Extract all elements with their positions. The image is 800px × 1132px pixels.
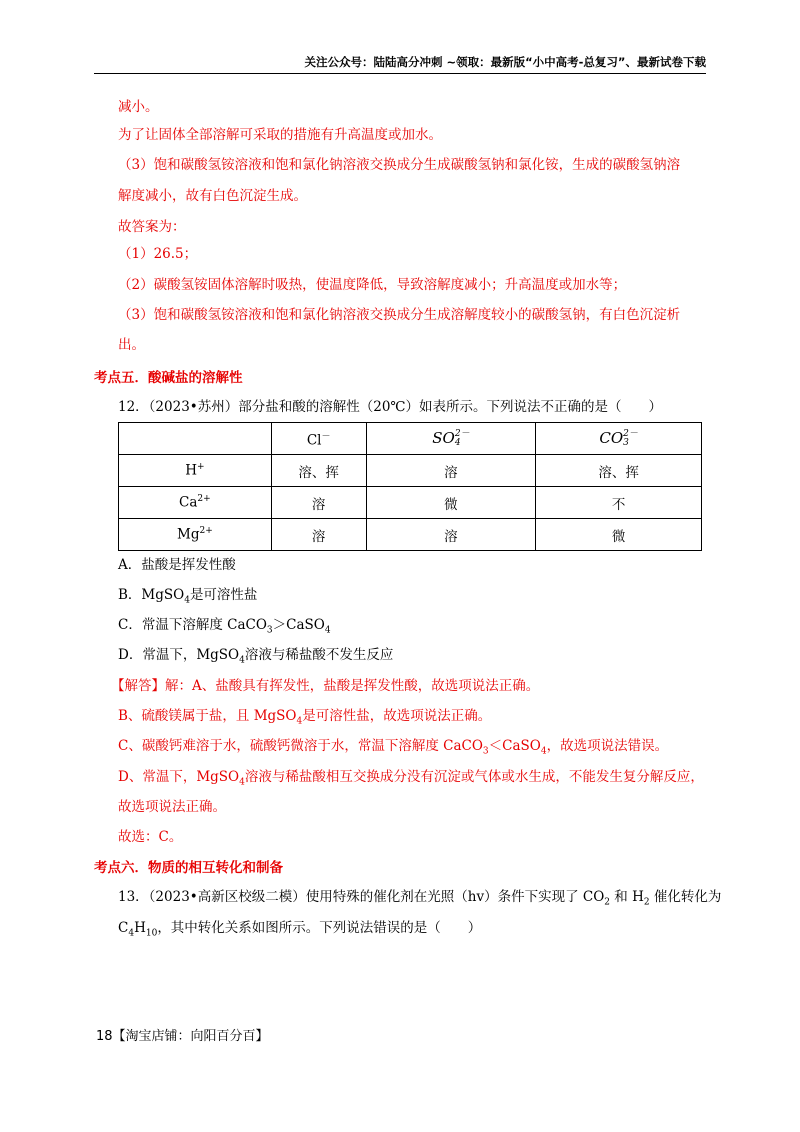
option-d-text: 溶液与稀盐酸不发生反应 <box>244 647 394 663</box>
subscript: 4 <box>540 746 547 757</box>
solution-line: 故答案为： <box>118 219 186 235</box>
ion-base: Ca <box>179 494 198 511</box>
ion-charge: 2－ <box>623 429 638 439</box>
solution-line: 为了让固体全部溶解可采取的措施有升高温度或加水。 <box>118 127 442 143</box>
table-cell: 溶、挥 <box>271 455 366 487</box>
table-row <box>119 455 702 487</box>
table-cell: 溶 <box>271 487 366 519</box>
ion-base: SO <box>432 429 455 447</box>
row-ion-cell <box>119 455 272 487</box>
ion-charge: + <box>196 462 205 473</box>
question-text: C <box>118 920 129 936</box>
ion-base: H <box>185 462 197 479</box>
ion-subscript: 3 <box>623 438 629 448</box>
answer-text: B、硫酸镁属于盐，且 MgSO <box>118 708 297 724</box>
table-cell: 微 <box>366 487 536 519</box>
table-header-row <box>119 423 702 455</box>
subscript: 4 <box>184 595 190 606</box>
ion-charge: － <box>321 431 331 442</box>
table-cell: 微 <box>536 519 702 551</box>
option-a: A．盐酸是挥发性酸 <box>118 557 236 573</box>
option-c-text: C．常温下溶解度 CaCO <box>118 617 267 633</box>
table-row <box>119 519 702 551</box>
question-text: H <box>134 920 146 936</box>
subscript: 4 <box>296 716 303 727</box>
answer-text: C、碳酸钙难溶于水，硫酸钙微溶于水，常温下溶解度 CaCO <box>118 738 483 754</box>
answer-line: 【解答】解：A、盐酸具有挥发性，盐酸是挥发性酸，故选项说法正确。 <box>111 678 540 694</box>
option-c <box>118 615 331 641</box>
section-heading: 考点六．物质的相互转化和制备 <box>94 860 283 876</box>
table-cell: 溶 <box>366 519 536 551</box>
question-text: 13．（2023•高新区校级二模）使用特殊的催化剂在光照（hv）条件下实现了 CO <box>118 889 605 905</box>
subscript: 10 <box>145 928 158 939</box>
page-footer <box>96 1025 269 1044</box>
question-text: ，其中转化关系如图所示。下列说法错误的是（ ） <box>157 920 482 936</box>
ion-charge: 2+ <box>199 526 213 537</box>
subscript: 2 <box>643 897 650 908</box>
question-text: 催化转化为 <box>649 889 722 905</box>
ion-base: Cl <box>306 432 322 449</box>
answer-text: 溶液与稀盐酸相互交换成分没有沉淀或气体或水生成，不能发生复分解反应， <box>244 769 704 785</box>
answer-line <box>118 706 491 732</box>
solubility-table <box>118 422 702 551</box>
question-stem <box>118 916 481 939</box>
answer-line: 故选项说法正确。 <box>118 799 226 815</box>
header-divider <box>94 73 706 74</box>
table-header-cell <box>271 423 366 455</box>
subscript: 4 <box>239 655 245 666</box>
solution-line: 减小。 <box>118 99 159 115</box>
table-header-cell <box>366 423 536 455</box>
answer-line: 故选：C。 <box>118 829 183 845</box>
ion-base: Mg <box>177 526 200 543</box>
answer-line <box>118 736 668 762</box>
ion-base: CO <box>599 429 624 447</box>
answer-line <box>118 767 704 793</box>
question-text: 和 H <box>610 889 644 905</box>
subscript: 3 <box>482 746 489 757</box>
solution-line: 出。 <box>118 337 145 353</box>
ion-subscript: 4 <box>454 438 461 448</box>
answer-text: D、常温下，MgSO <box>118 769 240 785</box>
page-number: 18 <box>96 1029 113 1044</box>
table-row <box>119 487 702 519</box>
option-b-text: 是可溶性盐 <box>189 587 258 603</box>
table-cell: 溶 <box>271 519 366 551</box>
table-corner-cell <box>119 423 272 455</box>
page-header: 关注公众号：陆陆高分冲刺 ~领取：最新版“小中高考-总复习”、最新试卷下载 <box>304 55 706 69</box>
solution-line: （2）碳酸氢铵固体溶解时吸热，使温度降低，导致溶解度减小；升高温度或加水等； <box>118 277 627 293</box>
row-ion-cell <box>119 519 272 551</box>
option-b-text: B．MgSO <box>118 587 185 603</box>
option-d <box>118 645 393 671</box>
row-ion-cell <box>119 487 272 519</box>
subscript: 4 <box>239 777 245 788</box>
answer-text: ，故选项说法错误。 <box>546 738 669 754</box>
answer-text: 是可溶性盐，故选项说法正确。 <box>302 708 492 724</box>
ion-charge: 2+ <box>197 494 211 505</box>
option-d-text: D．常温下，MgSO <box>118 647 240 663</box>
solution-line: （3）饱和碳酸氢铵溶液和饱和氯化钠溶液交换成分生成溶解度较小的碳酸氢钠，有白色沉淀析 <box>118 307 681 323</box>
table-header-cell <box>536 423 702 455</box>
question-stem: 12．（2023•苏州）部分盐和酸的溶解性（20℃）如表所示。下列说法不正确的是（ ） <box>118 399 663 415</box>
solution-line: 解度减小，故有白色沉淀生成。 <box>118 188 307 204</box>
table-cell: 溶 <box>366 455 536 487</box>
solution-line: （3）饱和碳酸氢铵溶液和饱和氯化钠溶液交换成分生成碳酸氢钠和氯化铵，生成的碳酸氢钠溶 <box>118 157 681 173</box>
answer-text: ＜CaSO <box>488 738 541 754</box>
ion-charge: 2－ <box>454 429 470 439</box>
footer-text: 【淘宝店铺：向阳百分百】 <box>112 1029 269 1044</box>
subscript: 3 <box>266 625 273 636</box>
option-b <box>118 585 257 611</box>
solution-line: （1）26.5； <box>118 246 198 262</box>
table-cell: 溶、挥 <box>536 455 702 487</box>
table-cell: 不 <box>536 487 702 519</box>
subscript: 4 <box>128 928 135 939</box>
question-stem <box>118 885 721 908</box>
section-heading: 考点五．酸碱盐的溶解性 <box>94 370 243 386</box>
option-c-text: ＞CaSO <box>272 617 325 633</box>
subscript: 2 <box>604 897 610 908</box>
subscript: 4 <box>324 625 331 636</box>
